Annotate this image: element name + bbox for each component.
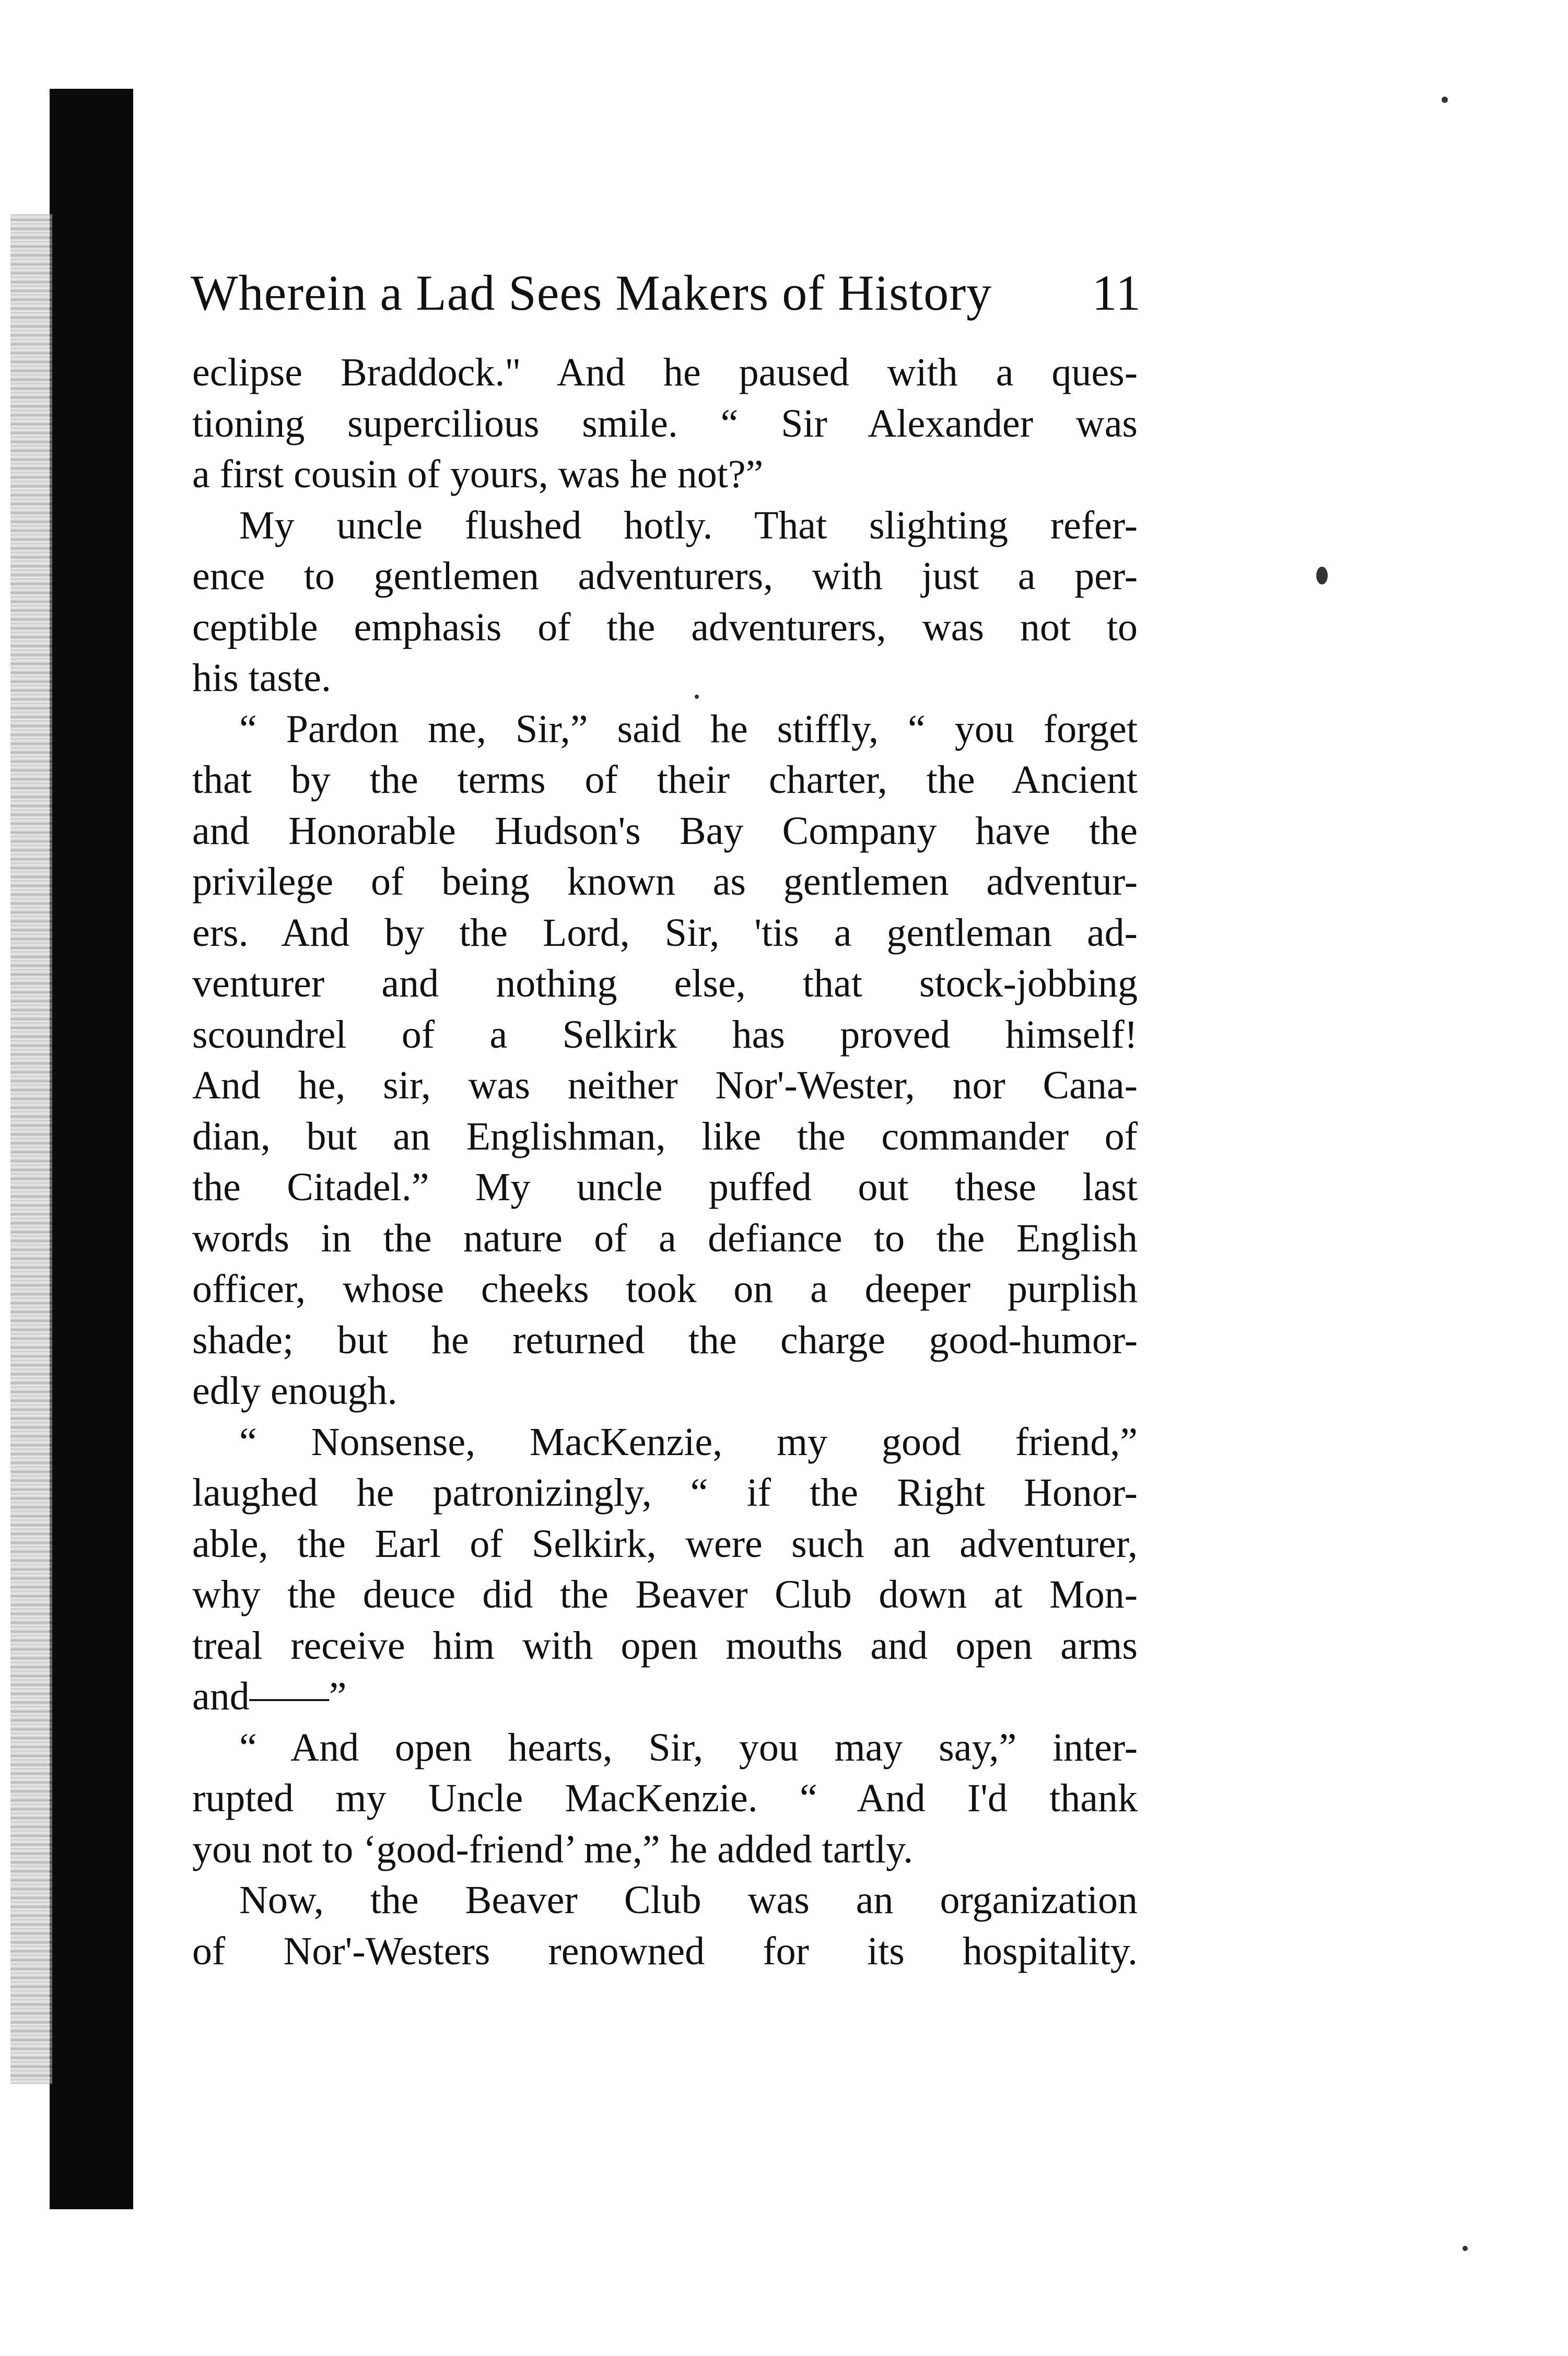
text-line: a first cousin of yours, was he not?” [192, 452, 764, 496]
text-line: eclipse Braddock." And he paused with a ques- [192, 350, 1138, 394]
scan-speck [1442, 97, 1448, 103]
text-line: ence to gentlemen adventurers, with just a per- [192, 554, 1138, 598]
text-line: “ Nonsense, MacKenzie, my good friend,” [239, 1420, 1138, 1464]
text-line: laughed he patronizingly, “ if the Right Honor- [192, 1471, 1138, 1515]
text-line: ers. And by the Lord, Sir, 'tis a gentleman ad- [192, 910, 1138, 955]
text-line: the Citadel.” My uncle puffed out these last [192, 1165, 1138, 1209]
page-header [191, 264, 1141, 332]
text-line: ceptible emphasis of the adventurers, was not to [192, 605, 1138, 649]
text-line: and——” [192, 1674, 347, 1718]
text-line: dian, but an Englishman, like the commander of [192, 1114, 1138, 1158]
text-line: and Honorable Hudson's Bay Company have the [192, 808, 1138, 853]
text-line: edly enough. [192, 1369, 397, 1413]
text-line: “ Pardon me, Sir,” said he stiffly, “ you forget [239, 707, 1138, 751]
text-line: that by the terms of their charter, the Ancient [192, 758, 1138, 802]
text-line: And he, sir, was neither Nor'-Wester, nor Cana- [192, 1063, 1138, 1107]
text-line: scoundrel of a Selkirk has proved himself! [192, 1012, 1138, 1057]
running-title: Wherein a Lad Sees Makers of History [191, 265, 992, 321]
text-line: officer, whose cheeks took on a deeper purplish [192, 1267, 1138, 1311]
text-line: treal receive him with open mouths and open arms [192, 1623, 1138, 1668]
text-line: venturer and nothing else, that stock-jobbing [192, 962, 1138, 1005]
text-line: why the deuce did the Beaver Club down at Mon- [192, 1573, 1138, 1616]
text-line: My uncle flushed hotly. That slighting refer- [239, 503, 1138, 547]
scan-binding-edge [50, 89, 133, 2209]
scan-speck [1316, 567, 1328, 584]
text-line: Now, the Beaver Club was an organization [239, 1878, 1138, 1922]
text-line: shade; but he returned the charge good-humor- [192, 1318, 1138, 1362]
text-line: of Nor'-Westers renowned for its hospitality. [192, 1929, 1138, 1973]
text-line: you not to ‘good-friend’ me,” he added tartly. [192, 1827, 914, 1871]
text-line: privilege of being known as gentlemen adventur- [192, 860, 1138, 904]
text-line: tioning supercilious smile. “ Sir Alexander was [192, 401, 1138, 446]
text-line: words in the nature of a defiance to the English [192, 1216, 1138, 1260]
page-number: 11 [1092, 265, 1141, 321]
body-text [192, 347, 1138, 1977]
text-line: his taste. [192, 656, 331, 700]
text-line: “ And open hearts, Sir, you may say,” inter- [239, 1725, 1138, 1769]
scan-speck [1462, 2246, 1468, 2251]
text-line: rupted my Uncle MacKenzie. “ And I'd thank [192, 1776, 1138, 1820]
text-line: able, the Earl of Selkirk, were such an adventurer, [192, 1521, 1138, 1566]
